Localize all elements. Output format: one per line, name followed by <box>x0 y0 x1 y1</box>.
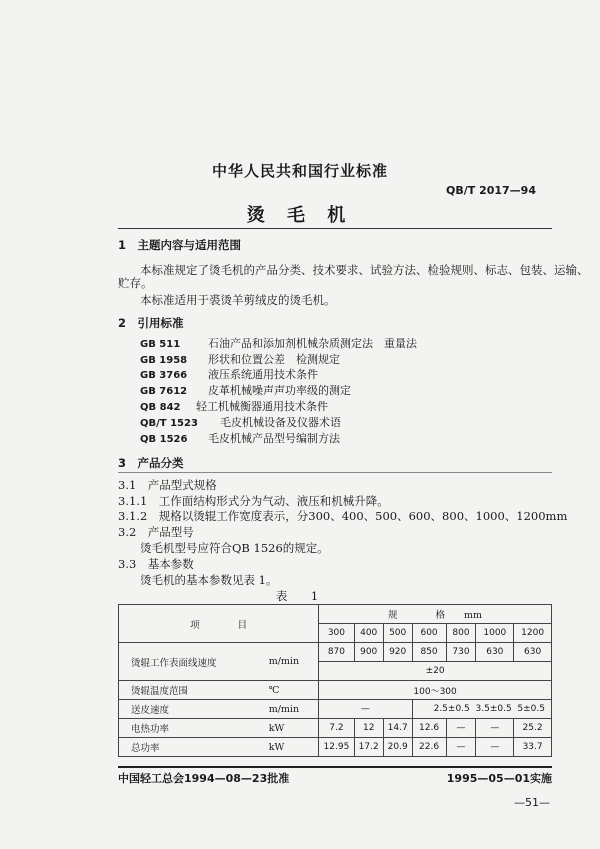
value-cell: 17.2 <box>354 738 383 757</box>
table-row <box>119 643 552 662</box>
value-cell: — <box>476 738 514 757</box>
approval-date: 中国轻工总会1994—08—23批准 <box>118 772 290 785</box>
reference-code: GB 3766 <box>140 370 188 381</box>
reference-code: QB 1526 <box>140 434 188 445</box>
feed-value: 3.5±0.5 <box>475 704 512 714</box>
value-cell: 12.6 <box>412 719 446 738</box>
section-1-heading: 1 主题内容与适用范围 <box>118 238 242 252</box>
reference-code: GB 7612 <box>140 386 188 397</box>
table-header-row <box>119 605 552 624</box>
value-cell: — <box>476 719 514 738</box>
spec-cell: 500 <box>383 624 412 643</box>
reference-title: 轻工机械衡器通用技术条件 <box>196 400 328 413</box>
value-cell: — <box>446 738 476 757</box>
value-cell: 12 <box>354 719 383 738</box>
value-cell: — <box>319 700 413 719</box>
standard-organization: 中华人民共和国行业标准 <box>211 162 388 180</box>
section-1-para1-line2: 贮存。 <box>118 276 153 290</box>
value-cell: 20.9 <box>383 738 412 757</box>
reference-code: GB 511 <box>140 339 181 350</box>
row-unit: kW <box>265 719 319 738</box>
row-label: 烫辊温度范围 <box>119 681 265 700</box>
spec-cell: 1200 <box>514 624 552 643</box>
section-1-para1-line1: 本标准规定了烫毛机的产品分类、技术要求、试验方法、检验规则、标志、包装、运输、 <box>140 263 589 277</box>
footer-rule <box>118 766 552 768</box>
value-cell: — <box>446 719 476 738</box>
value-cell: 920 <box>383 643 412 662</box>
value-cell <box>412 700 551 719</box>
row-label: 总功率 <box>119 738 265 757</box>
reference-item <box>140 414 341 430</box>
reference-title: 形状和位置公差 检测规定 <box>208 353 340 366</box>
title-rule <box>118 228 552 229</box>
reference-title: 石油产品和添加剂机械杂质测定法 重量法 <box>208 337 417 350</box>
value-cell: 7.2 <box>319 719 355 738</box>
standard-code: QB/T 2017—94 <box>445 184 536 197</box>
value-cell: 870 <box>319 643 355 662</box>
row-label: 电热功率 <box>119 719 265 738</box>
table-row <box>119 681 552 700</box>
table-row <box>119 719 552 738</box>
document-title: 烫 毛 机 <box>246 205 354 226</box>
reference-item <box>140 335 417 351</box>
item-header: 项 目 <box>119 605 319 643</box>
value-cell: 900 <box>354 643 383 662</box>
feed-value: 2.5±0.5 <box>433 704 470 714</box>
feed-value: 5±0.5 <box>517 704 545 714</box>
value-cell: 14.7 <box>383 719 412 738</box>
value-cell: 630 <box>476 643 514 662</box>
section-3-1-1: 3.1.1 工作面结构形式分为气动、液压和机械升降。 <box>118 494 389 508</box>
value-cell: 630 <box>514 643 552 662</box>
section-3-rule <box>118 472 552 473</box>
table-row <box>119 738 552 757</box>
section-2-heading: 2 引用标准 <box>118 316 184 330</box>
reference-code: QB/T 1523 <box>140 418 198 429</box>
section-3-1-2: 3.1.2 规格以烫辊工作宽度表示，分300、400、500、600、800、1000、1200mm <box>118 509 568 523</box>
row-label: 送皮速度 <box>119 700 265 719</box>
row-unit: ℃ <box>265 681 319 700</box>
reference-title: 皮革机械噪声声功率级的测定 <box>208 384 351 397</box>
spec-cell: 400 <box>354 624 383 643</box>
section-3-3-heading: 3.3 基本参数 <box>118 557 194 571</box>
value-cell: 730 <box>446 643 476 662</box>
reference-title: 毛皮机械设备及仪器术语 <box>220 416 341 429</box>
reference-code: GB 1958 <box>140 355 188 366</box>
row-unit: kW <box>265 738 319 757</box>
section-3-heading: 3 产品分类 <box>118 456 184 470</box>
reference-item <box>140 382 351 398</box>
reference-item <box>140 351 340 367</box>
spec-header: 规 格 mm <box>319 605 552 624</box>
reference-item <box>140 430 340 446</box>
value-cell: 25.2 <box>514 719 552 738</box>
parameter-table <box>118 604 552 757</box>
value-cell: 12.95 <box>319 738 355 757</box>
row-unit: m/min <box>265 700 319 719</box>
tolerance-cell: ±20 <box>319 662 552 681</box>
table-row <box>119 700 552 719</box>
reference-title: 毛皮机械产品型号编制方法 <box>208 432 340 445</box>
section-3-1-heading: 3.1 产品型式规格 <box>118 478 217 492</box>
reference-title: 液压系统通用技术条件 <box>208 368 318 381</box>
spec-cell: 300 <box>319 624 355 643</box>
row-label: 烫辊工作表面线速度 <box>119 643 265 681</box>
spec-cell: 800 <box>446 624 476 643</box>
value-cell: 100～300 <box>319 681 552 700</box>
implementation-date: 1995—05—01实施 <box>446 772 552 785</box>
page-number: —51— <box>514 796 550 809</box>
section-3-2-heading: 3.2 产品型号 <box>118 525 194 539</box>
section-3-3-text: 烫毛机的基本参数见表 1。 <box>140 573 278 587</box>
reference-item <box>140 398 328 414</box>
section-1-para2: 本标准适用于裘烫羊剪绒皮的烫毛机。 <box>140 293 336 307</box>
value-cell: 33.7 <box>514 738 552 757</box>
section-3-2-text: 烫毛机型号应符合QB 1526的规定。 <box>140 541 329 555</box>
row-unit: m/min <box>265 643 319 681</box>
value-cell: 850 <box>412 643 446 662</box>
spec-cell: 600 <box>412 624 446 643</box>
reference-code: QB 842 <box>140 402 181 413</box>
spec-cell: 1000 <box>476 624 514 643</box>
value-cell: 22.6 <box>412 738 446 757</box>
table-caption: 表 1 <box>275 589 325 603</box>
reference-item <box>140 366 318 382</box>
